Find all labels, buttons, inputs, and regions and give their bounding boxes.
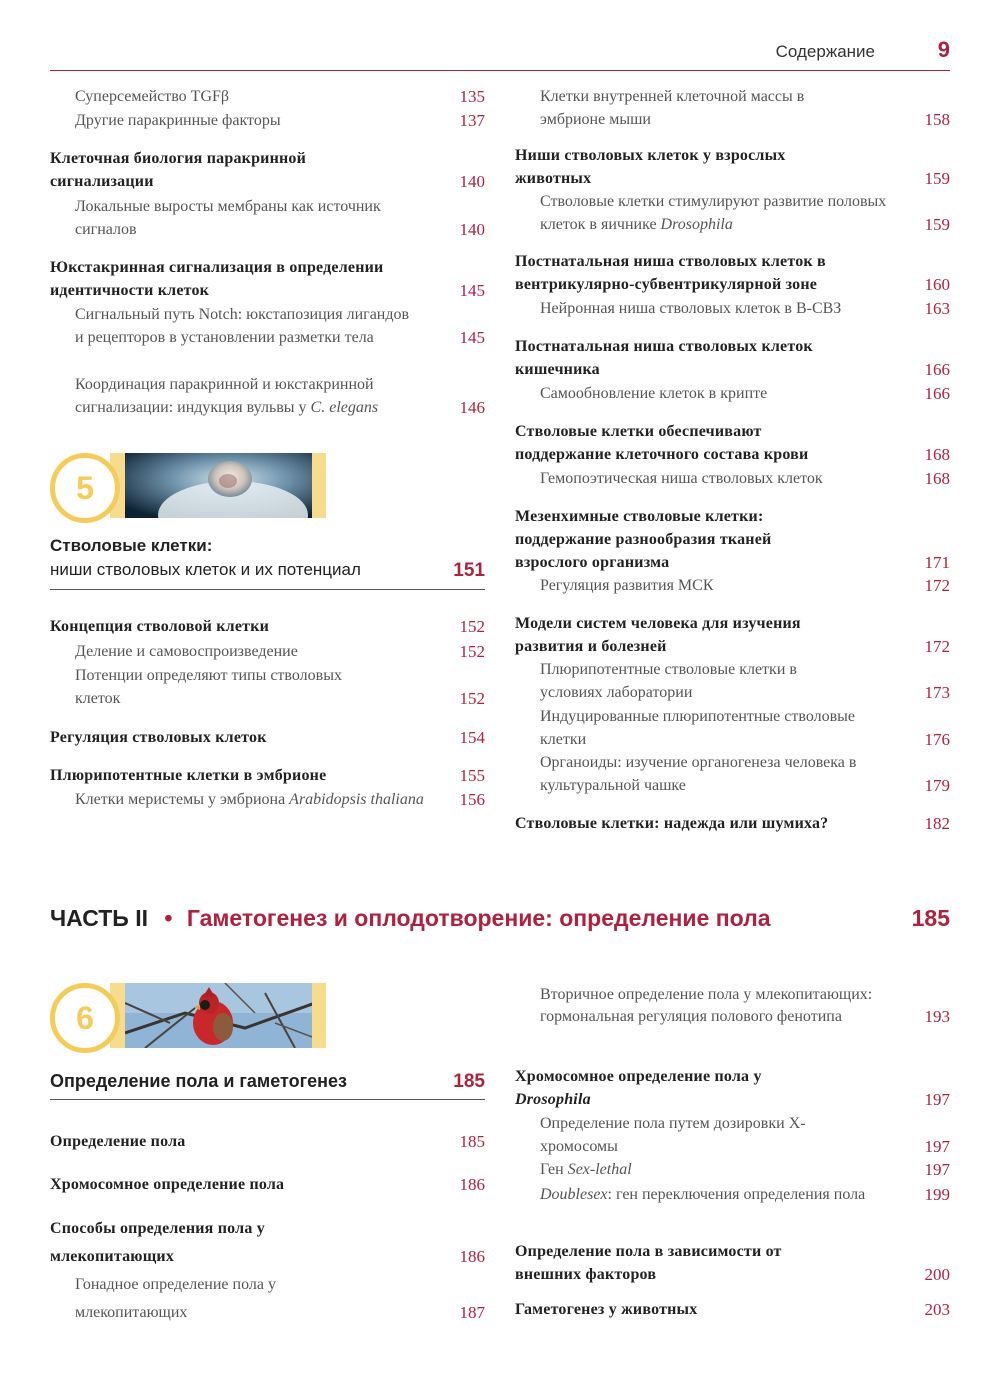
toc-page-number: 172 — [924, 637, 950, 656]
toc-entry[interactable] — [515, 574, 950, 597]
chapter-6-photo — [125, 983, 315, 1048]
toc-page-number: 179 — [924, 776, 950, 795]
species-name: Arabidopsis thaliana — [289, 791, 424, 808]
toc-page-number: 166 — [924, 360, 950, 379]
toc-page-number: 200 — [924, 1265, 950, 1284]
gene-name: Doublesex — [540, 1186, 608, 1203]
toc-entry-text: Клетки внутренней клеточной массы в эмбрионе мыши — [540, 88, 805, 128]
toc-entry-text: Индуцированные плюрипотентные стволовые клетки — [540, 708, 855, 748]
toc-entry[interactable] — [50, 303, 485, 349]
toc-section[interactable] — [515, 612, 950, 658]
toc-entry[interactable] — [50, 788, 485, 811]
toc-section[interactable] — [515, 420, 950, 466]
toc-entry[interactable] — [515, 297, 950, 320]
toc-section-text: Мезенхимные стволовые клетки: поддержание разнообразия тканей взрослого организма — [515, 508, 772, 571]
chapter-6-number: 6 — [50, 983, 120, 1053]
toc-entry-text: Стволовые клетки стимулируют развитие половых клеток в яичнике — [540, 193, 887, 233]
toc-section[interactable] — [515, 1065, 950, 1111]
toc-entry-text: : ген переключения определения пола — [607, 1186, 866, 1203]
toc-entry-text: Деление и самовоспроизведение — [75, 643, 298, 660]
divider — [50, 589, 485, 590]
toc-entry-text: Ген — [540, 1161, 568, 1178]
toc-section-text: Концепция стволовой клетки — [50, 618, 270, 635]
toc-entry[interactable] — [515, 1183, 950, 1206]
toc-entry[interactable] — [515, 190, 950, 236]
toc-entry[interactable] — [515, 751, 950, 797]
toc-entry-text: Регуляция развития МСК — [540, 577, 714, 594]
toc-section-text: Модели систем человека для изучения развития и болезней — [515, 615, 801, 655]
toc-entry[interactable] — [50, 109, 485, 132]
toc-section[interactable] — [50, 1215, 485, 1271]
toc-section[interactable] — [515, 335, 950, 381]
toc-entry-text: Локальные выросты мембраны как источник сигналов — [75, 198, 381, 238]
toc-page-number: 168 — [924, 469, 950, 488]
toc-page-number: 171 — [924, 553, 950, 572]
toc-page-number: 197 — [924, 1160, 950, 1179]
toc-section-text: Ниши стволовых клеток у взрослых животных — [515, 147, 786, 187]
toc-entry[interactable] — [50, 195, 485, 241]
toc-page-number: 197 — [924, 1137, 950, 1156]
toc-section[interactable] — [50, 615, 485, 638]
toc-page-number: 168 — [924, 445, 950, 464]
toc-page-number: 156 — [459, 790, 485, 809]
toc-page-number: 145 — [459, 328, 485, 347]
chapter-5-title: Стволовые клетки: — [50, 536, 213, 555]
toc-page-number: 166 — [924, 384, 950, 403]
chapter-5-subtitle: ниши стволовых клеток и их потенциал — [50, 560, 361, 579]
toc-page-number: 146 — [459, 398, 485, 417]
gene-name: Sex-lethal — [567, 1161, 632, 1178]
chapter-5-page: 151 — [453, 560, 485, 581]
toc-entry-text: Органоиды: изучение органогенеза человека в культуральной чашке — [540, 754, 857, 794]
toc-entry[interactable] — [515, 85, 950, 131]
toc-entry[interactable] — [50, 85, 485, 108]
toc-entry[interactable] — [515, 382, 950, 405]
toc-page-number: 163 — [924, 299, 950, 318]
toc-entry[interactable] — [50, 373, 485, 419]
running-header-title: Содержание — [775, 42, 875, 61]
chapter-5-art — [50, 453, 330, 523]
toc-entry-text: Гонадное определение пола у млекопитающих — [75, 1276, 276, 1321]
toc-entry-text: Потенции определяют типы стволовых клеток — [75, 667, 342, 707]
toc-section-text: Хромосомное определение пола — [50, 1176, 285, 1193]
toc-entry[interactable] — [515, 1112, 950, 1158]
chapter-6-title: Определение пола и гаметогенез — [50, 1071, 347, 1091]
toc-section[interactable] — [50, 1130, 485, 1153]
toc-page-number: 160 — [924, 275, 950, 294]
toc-section[interactable] — [515, 812, 950, 835]
toc-section-text: Постнатальная ниша стволовых клеток кишечника — [515, 338, 813, 378]
toc-section[interactable] — [515, 250, 950, 296]
species-name: Drosophila — [660, 216, 733, 233]
toc-entry[interactable] — [515, 658, 950, 704]
toc-entry-text: Плюрипотентные стволовые клетки в условиях лаборатории — [540, 661, 797, 701]
toc-section[interactable] — [50, 764, 485, 787]
toc-page-number: 155 — [459, 766, 485, 785]
toc-page-number: 186 — [459, 1247, 485, 1266]
toc-page-number: 203 — [924, 1300, 950, 1319]
toc-section-text: Постнатальная ниша стволовых клеток в вентрикулярно-субвентрикулярной зоне — [515, 253, 826, 293]
toc-entry[interactable] — [515, 705, 950, 751]
toc-page-number: 154 — [459, 728, 485, 747]
toc-entry[interactable] — [50, 640, 485, 663]
toc-entry-text: Координация паракринной и юкстакринной сигнализации: индукция вульвы у — [75, 376, 374, 416]
toc-section-text: Гаметогенез у животных — [515, 1301, 698, 1318]
toc-section[interactable] — [515, 1240, 950, 1286]
toc-section-text: Определение пола — [50, 1133, 186, 1150]
toc-page-number: 145 — [459, 281, 485, 300]
species-name: Drosophila — [515, 1091, 591, 1108]
divider — [50, 1099, 485, 1100]
toc-page-number: 158 — [924, 110, 950, 129]
toc-page-number: 187 — [459, 1303, 485, 1322]
toc-entry-text: Самообновление клеток в крипте — [540, 385, 768, 402]
toc-entry[interactable] — [515, 984, 950, 1028]
toc-section[interactable] — [515, 144, 950, 190]
toc-page-number: 152 — [459, 642, 485, 661]
species-name: C. elegans — [310, 399, 379, 416]
toc-page-number: 152 — [459, 617, 485, 636]
toc-entry-text: Клетки меристемы у эмбриона — [75, 791, 290, 808]
toc-section[interactable] — [50, 147, 485, 193]
toc-section-text: Стволовые клетки: надежда или шумиха? — [515, 815, 829, 832]
toc-section-text: Клеточная биология паракринной сигнализации — [50, 150, 307, 190]
toc-section[interactable] — [515, 1298, 950, 1321]
toc-section-text: Стволовые клетки обеспечивают поддержание клеточного состава крови — [515, 423, 809, 463]
chapter-5-heading[interactable] — [50, 536, 485, 588]
toc-entry-text: Суперсемейство TGFβ — [75, 88, 230, 105]
toc-section-text: Плюрипотентные клетки в эмбрионе — [50, 767, 327, 784]
toc-entry[interactable] — [50, 1271, 485, 1327]
part-page: 185 — [911, 905, 950, 931]
toc-page-number: 186 — [459, 1175, 485, 1194]
toc-entry-text: Нейронная ниша стволовых клеток в В-СВЗ — [540, 300, 842, 317]
part-heading[interactable] — [50, 905, 950, 939]
toc-entry[interactable] — [515, 467, 950, 490]
toc-section[interactable] — [50, 726, 485, 749]
toc-section[interactable] — [50, 256, 485, 302]
part-label: ЧАСТЬ II — [50, 905, 148, 931]
chapter-5-photo — [125, 453, 315, 518]
toc-entry-text: Гемопоэтическая ниша стволовых клеток — [540, 470, 823, 487]
page-number: 9 — [937, 37, 950, 62]
toc-page-number: 135 — [459, 87, 485, 106]
chapter-5-number: 5 — [50, 453, 120, 523]
toc-page-number: 197 — [924, 1090, 950, 1109]
toc-page-number: 152 — [459, 689, 485, 708]
toc-section-text: Способы определения пола у млекопитающих — [50, 1220, 265, 1265]
toc-page-number: 140 — [459, 172, 485, 191]
toc-entry[interactable] — [515, 1158, 950, 1181]
toc-section-text: Хромосомное определение пола у — [515, 1068, 762, 1085]
running-header — [50, 38, 950, 71]
toc-section[interactable] — [50, 1173, 485, 1196]
toc-page-number: 193 — [924, 1007, 950, 1026]
toc-page-number: 137 — [459, 111, 485, 130]
toc-page-number: 159 — [924, 215, 950, 234]
toc-entry-text: Определение пола путем дозировки Х-хромосомы — [540, 1115, 806, 1155]
toc-section-text: Регуляция стволовых клеток — [50, 729, 267, 746]
toc-section-text: Определение пола в зависимости от внешних факторов — [515, 1243, 782, 1283]
part-bullet: • — [164, 905, 173, 931]
toc-entry-text: Другие паракринные факторы — [75, 112, 281, 129]
toc-entry[interactable] — [50, 664, 485, 710]
toc-entry-text: Сигнальный путь Notch: юкстапозиция лигандов и рецепторов в установлении разметки тела — [75, 306, 410, 346]
toc-page-number: 172 — [924, 576, 950, 595]
toc-page-number: 182 — [924, 814, 950, 833]
toc-page-number: 173 — [924, 683, 950, 702]
toc-entry-text: Вторичное определение пола у млекопитающих: гормональная регуляция полового фенотипа — [540, 986, 873, 1025]
toc-page-number: 176 — [924, 730, 950, 749]
toc-page-number: 159 — [924, 169, 950, 188]
toc-section-text: Юкстакринная сигнализация в определении идентичности клеток — [50, 259, 384, 299]
part-title: Гаметогенез и оплодотворение: определение пола — [186, 905, 771, 931]
chapter-6-page: 185 — [453, 1071, 485, 1092]
chapter-6-art — [50, 983, 330, 1053]
toc-page-number: 185 — [459, 1132, 485, 1151]
chapter-6-heading[interactable] — [50, 1071, 485, 1097]
toc-page-number: 140 — [459, 220, 485, 239]
toc-page-number: 199 — [924, 1185, 950, 1204]
toc-section[interactable] — [515, 505, 950, 574]
